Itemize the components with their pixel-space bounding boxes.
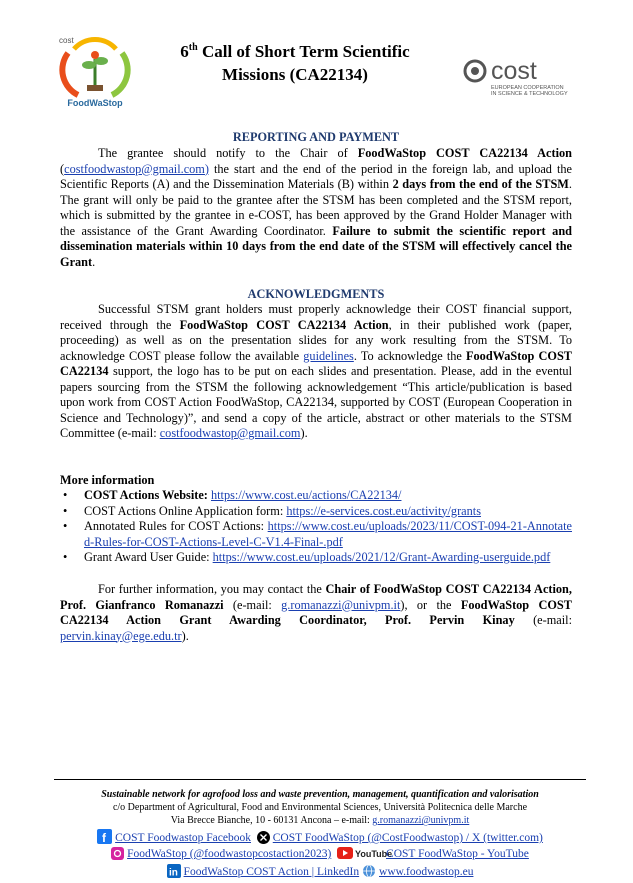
globe-icon (362, 864, 376, 883)
facebook-link[interactable]: COST Foodwastop Facebook (115, 832, 251, 844)
cost-logo-text: cost (491, 57, 537, 85)
social-row-2 (54, 846, 586, 865)
svg-text:in: in (168, 867, 178, 879)
reporting-heading: REPORTING AND PAYMENT (232, 130, 400, 144)
social-row-3 (54, 864, 586, 883)
page-title (150, 40, 440, 86)
annotated-rules-link[interactable]: https://www.cost.eu/uploads/2023/11/COST-094-21-Annotated-Rules-for-COST-Actions-Level-C-V1.4-Final-.pdf (84, 519, 572, 549)
twitter-link[interactable]: COST FoodWaStop (@CostFoodwastop) / X (twitter.com) (272, 832, 543, 844)
contact-paragraph: For further information, you may contact the Chair of FoodWaStop COST CA22134 Action, Prof. Gianfranco Romanazzi (e-mail: g.romanazzi@univpm.it), or the FoodWaStop COST CA22134 Action Grant Awarding Coordinator, Prof. Pervin Kinay (e-mail: pervin.kinay@ege.edu.tr). (60, 582, 572, 643)
reporting-paragraph: The grantee should notify to the Chair of FoodWaStop COST CA22134 Action (costfoodwastop@gmail.com) the start and the end of the period in the foreign lab, and upload the Scientific Reports (A) and the Dissemination Materials (B) within 2 days from the end of the STSM. The grant will only be paid to the grantee after the STSM has been completed and the STSM report, which is submitted by the grantee in e-COST, has been approved by the Grand Holder Manager with the assistance of the Grant Awarding Coordinator. Failure to submit the scientific report and dissemination materials within 10 days from the end date of the STSM will effectively cancel the Grant. (60, 146, 572, 269)
coordinator-email-link[interactable]: pervin.kinay@ege.edu.tr (60, 628, 182, 643)
chair-email-link[interactable]: g.romanazzi@univpm.it (281, 597, 401, 612)
acknowledgments-paragraph: Successful STSM grant holders must properly acknowledge their COST financial support, received through the FoodWaStop COST CA22134 Action, in their published work (paper, proceeding) as well as on the presentation slides for any work resulting from the STSM. To acknowledge COST please follow the available guidelines. To acknowledge the FoodWaStop COST CA22134 support, the logo has to be put on each slides and presentation. Please, add in the eventul papers sourcing from the STSM the following acknowledgement “This article/publication is based upon work from COST Action FoodWaStop, CA22134, supported by COST (European Cooperation in Science and Technology)”, and send a copy of the article, abstract or other materials to the STSM Committee (e-mail: costfoodwastop@gmail.com). (60, 302, 573, 440)
footer-divider (54, 779, 586, 780)
list-item: • Grant Award User Guide: https://www.cost.eu/uploads/2021/12/Grant-Awarding-userguide.pdf (60, 550, 572, 566)
youtube-link[interactable]: COST FoodWaStop - YouTube (386, 848, 529, 860)
more-info-title: More information (60, 473, 155, 487)
more-info-list (60, 488, 572, 566)
instagram-link[interactable]: FoodWaStop (@foodwastopcostaction2023) (127, 848, 332, 860)
application-form-link[interactable]: https://e-services.cost.eu/activity/grants (286, 503, 481, 518)
website-link[interactable]: www.foodwastop.eu (379, 866, 474, 878)
footer-address (54, 788, 586, 827)
logo-text: FoodWaStop (67, 98, 123, 108)
instagram-icon (111, 847, 124, 865)
title-line1: Call of Short Term Scientific (197, 42, 410, 61)
list-item: • COST Actions Online Application form: https://e-services.cost.eu/activity/grants (60, 504, 572, 520)
linkedin-icon (167, 864, 181, 883)
youtube-icon (337, 847, 393, 865)
grant-guide-link[interactable]: https://www.cost.eu/uploads/2021/12/Grant-Awarding-userguide.pdf (212, 550, 551, 564)
linkedin-link[interactable]: FoodWaStop COST Action | LinkedIn (183, 866, 360, 878)
title-number: 6 (180, 42, 189, 61)
cost-logo-sub1: EUROPEAN COOPERATION (491, 85, 564, 91)
ack-email-link[interactable]: costfoodwastop@gmail.com (159, 426, 301, 440)
guidelines-link[interactable]: guidelines (303, 348, 354, 363)
title-ordinal: th (188, 42, 198, 53)
cost-logo (461, 57, 571, 97)
acknowledgments-heading: ACKNOWLEDGMENTS (247, 287, 385, 301)
footer-tagline: Sustainable network for agrofood loss and waste prevention, management, quantification and valorisation (101, 789, 539, 800)
cost-actions-website-link[interactable]: https://www.cost.eu/actions/CA22134/ (210, 488, 402, 502)
list-item: • Annotated Rules for COST Actions: https://www.cost.eu/uploads/2023/11/COST-094-21-Annotated-Rules-for-COST-Actions-Level-C-V1.4-Final-.pdf (60, 519, 572, 550)
svg-text:f: f (102, 831, 107, 845)
logo-small-text: cost (59, 36, 74, 45)
footer-email-link[interactable]: g.romanazzi@univpm.it (372, 815, 470, 826)
list-item: • COST Actions Website: https://www.cost.eu/actions/CA22134/ (60, 488, 572, 504)
reporting-email-link[interactable]: costfoodwastop@gmail.com) (64, 161, 209, 176)
cost-logo-sub2: IN SCIENCE & TECHNOLOGY (491, 91, 568, 97)
foodwastop-logo (54, 33, 136, 109)
footer-address-line: Via Brecce Bianche, 10 - 60131 Ancona – e-mail: g.romanazzi@univpm.it (170, 815, 470, 826)
title-line2: Missions (CA22134) (222, 65, 368, 84)
youtube-logo-text: YouTube (355, 849, 393, 859)
footer-department: c/o Department of Agricultural, Food and Environmental Sciences, Università Politecnica delle Marche (112, 802, 528, 813)
